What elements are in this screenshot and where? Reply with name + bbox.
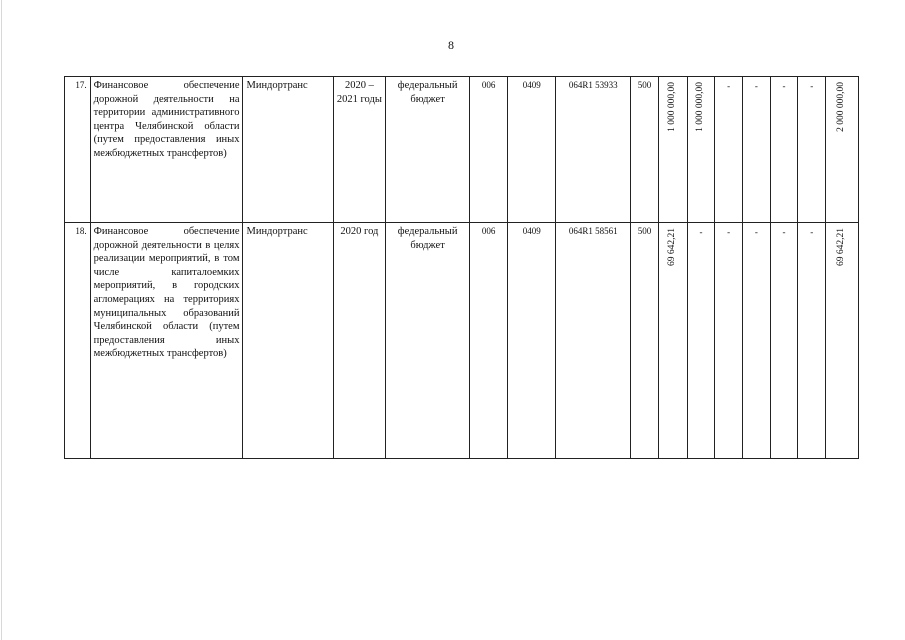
amount-value: 1 000 000,00 — [666, 82, 677, 132]
amount-value: 69 642,21 — [666, 228, 677, 266]
amount-year-6 — [798, 223, 826, 459]
amount-year-5 — [770, 77, 798, 223]
section-code: 0409 — [508, 77, 556, 223]
row-number: 18. — [65, 223, 91, 459]
scan-edge-line — [1, 0, 2, 640]
amount-value: - — [727, 81, 731, 91]
amount-year-4 — [742, 223, 770, 459]
amount-total — [826, 77, 859, 223]
responsible-executor: Миндортранс — [243, 223, 333, 459]
expense-type-code: 500 — [631, 77, 659, 223]
amount-value: - — [810, 81, 814, 91]
amount-value: - — [754, 81, 758, 91]
amount-value: 1 000 000,00 — [695, 82, 706, 132]
activity-name: Финансовое обеспечение дорожной деятельности на территории административного центра Челябинской области (путем предоставления иных межбюджетных трансфертов) — [90, 77, 243, 223]
implementation-period: 2020 год — [333, 223, 385, 459]
amount-year-1 — [658, 77, 687, 223]
funding-source: федеральный бюджет — [386, 223, 470, 459]
page-number: 8 — [448, 38, 454, 52]
amount-year-5 — [770, 223, 798, 459]
target-article-code: 064R1 58561 — [556, 223, 631, 459]
table-row — [65, 77, 859, 223]
section-code: 0409 — [508, 223, 556, 459]
amount-total — [826, 223, 859, 459]
amount-year-3 — [715, 223, 743, 459]
amount-value: - — [754, 227, 758, 237]
row-number: 17. — [65, 77, 91, 223]
grbs-code: 006 — [470, 223, 508, 459]
amount-year-2 — [687, 223, 715, 459]
implementation-period: 2020 – 2021 годы — [333, 77, 385, 223]
amount-value: - — [782, 81, 786, 91]
activity-name: Финансовое обеспечение дорожной деятельности в целях реализации мероприятий, в том числе капиталоемких мероприятий, в городских агломерациях на территориях муниципальных образований Челябинской области (путем предоставления иных межбюджетных трансфертов) — [90, 223, 243, 459]
amount-value: - — [810, 227, 814, 237]
amount-year-4 — [742, 77, 770, 223]
program-activities-table — [64, 76, 859, 459]
responsible-executor: Миндортранс — [243, 77, 333, 223]
amount-value: 2 000 000,00 — [836, 82, 847, 132]
table-row — [65, 223, 859, 459]
amount-year-6 — [798, 77, 826, 223]
amount-year-1 — [658, 223, 687, 459]
amount-year-2 — [687, 77, 715, 223]
amount-value: - — [727, 227, 731, 237]
target-article-code: 064R1 53933 — [556, 77, 631, 223]
amount-value: 69 642,21 — [836, 228, 847, 266]
grbs-code: 006 — [470, 77, 508, 223]
expense-type-code: 500 — [631, 223, 659, 459]
amount-value: - — [699, 227, 703, 237]
amount-year-3 — [715, 77, 743, 223]
funding-source: федеральный бюджет — [386, 77, 470, 223]
amount-value: - — [782, 227, 786, 237]
